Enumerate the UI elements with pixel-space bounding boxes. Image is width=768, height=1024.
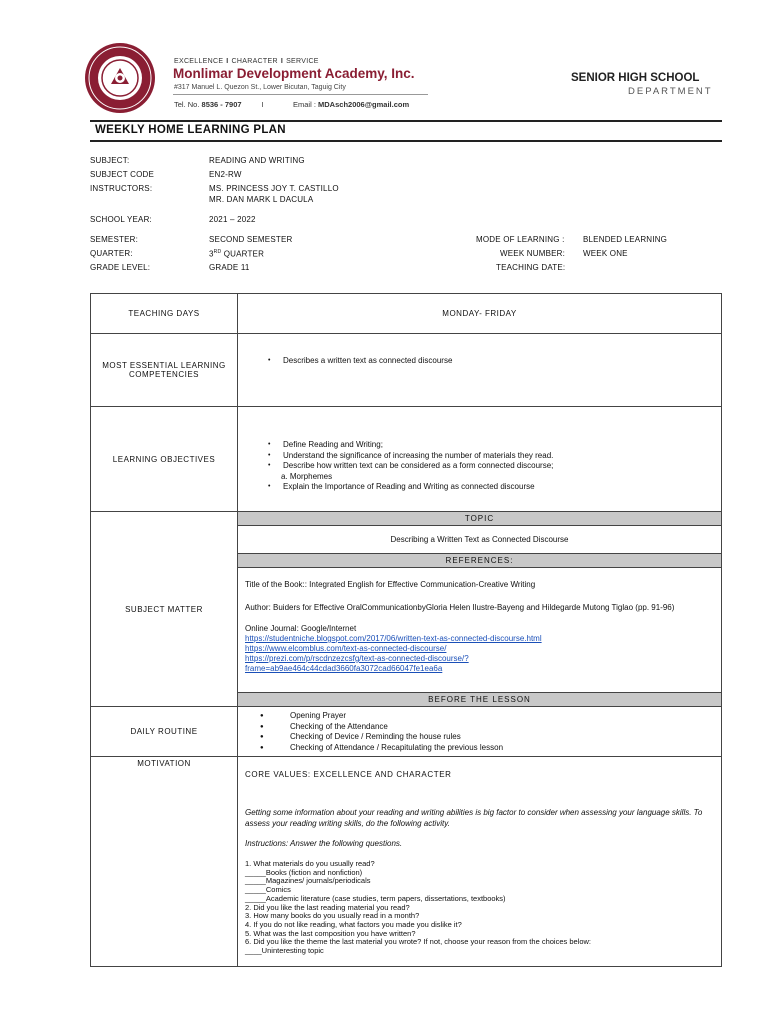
week-number-label: WEEK NUMBER:	[500, 249, 566, 258]
department-title: SENIOR HIGH SCHOOL	[571, 72, 700, 84]
motivation-instructions: Instructions: Answer the following questions.	[245, 839, 403, 848]
school-address: #317 Manuel L. Quezon St., Lower Bicutan, Taguig City	[174, 84, 346, 91]
list-item: _____Comics	[245, 885, 291, 895]
subject-value: READING AND WRITING	[209, 156, 305, 165]
list-item: ● Checking of Device / Reminding the house rules	[238, 732, 721, 743]
quarter-label: QUARTER:	[90, 249, 133, 258]
table-row	[91, 707, 722, 757]
semester-value: SECOND SEMESTER	[209, 235, 293, 244]
reference-link[interactable]: frame=ab9ae464c44cdad3660fa3072cad66047fe1ea6a	[245, 664, 443, 673]
table-row	[91, 294, 722, 334]
melc-list	[238, 356, 721, 367]
list-item: • Define Reading and Writing;	[238, 440, 721, 451]
list-item: ● Checking of Attendance / Recapitulating the previous lesson	[238, 743, 721, 754]
subject-label: SUBJECT:	[90, 156, 130, 165]
reference-online-journal: Online Journal: Google/Internet	[245, 624, 357, 633]
week-number-value: WEEK ONE	[583, 249, 628, 258]
mode-of-learning-value: BLENDED LEARNING	[583, 235, 668, 244]
title-rule-bottom	[90, 140, 722, 142]
before-lesson-header: BEFORE THE LESSON	[238, 693, 721, 706]
list-item: • Understand the significance of increasing the number of materials they read.	[238, 451, 721, 462]
instructor-1: MS. PRINCESS JOY T. CASTILLO	[209, 184, 339, 193]
reference-author: Author: Buiders for Effective OralCommunicationbyGloria Helen Ilustre-Bayeng and Hildegarde Mutong Tiglao (pp. 91-96)	[245, 603, 675, 612]
instructor-2: MR. DAN MARK L DACULA	[209, 195, 314, 204]
daily-routine-list	[238, 711, 721, 753]
list-item: ● Checking of the Attendance	[238, 722, 721, 733]
subject-code-label: SUBJECT CODE	[90, 170, 155, 179]
teaching-date-label: TEACHING DATE:	[496, 263, 566, 272]
list-item: 4. If you do not like reading, what factors you made you dislike it?	[245, 919, 462, 929]
grade-level-label: GRADE LEVEL:	[90, 263, 151, 272]
list-item: 5. What was the last composition you have written?	[245, 928, 416, 938]
title-rule-top	[90, 120, 722, 122]
department-subtitle: DEPARTMENT	[628, 86, 713, 97]
school-telephone: Tel. No. 8536 - 7907 I	[174, 100, 264, 109]
mode-of-learning-label: MODE OF LEARNING :	[476, 235, 565, 244]
table-row	[91, 407, 722, 512]
list-item: • Describes a written text as connected discourse	[238, 356, 721, 367]
subject-code-value: EN2-RW	[209, 170, 242, 179]
daily-routine-label: DAILY ROUTINE	[91, 707, 238, 757]
list-item: 6. Did you like the theme the last material you wrote? If not, choose your reason from the choices below:	[245, 937, 592, 947]
quarter-value: 3RD QUARTER	[209, 249, 265, 259]
motivation-label: MOTIVATION	[91, 757, 238, 967]
school-year-label: SCHOOL YEAR:	[90, 215, 152, 224]
table-row	[91, 334, 722, 407]
motivation-questions	[245, 860, 713, 956]
reference-link[interactable]: https://prezi.com/p/rscdnzezcsfg/text-as-connected-discourse/?	[245, 654, 469, 663]
teaching-days-label: TEACHING DAYS	[91, 294, 238, 334]
list-item: 3. How many books do you usually read in a month?	[245, 911, 420, 921]
list-item: 1. What materials do you usually read?	[245, 859, 375, 868]
document-title: WEEKLY HOME LEARNING PLAN	[95, 124, 286, 136]
topic-header: TOPIC	[238, 512, 721, 525]
school-year-value: 2021 – 2022	[209, 215, 256, 224]
reference-book-title: Title of the Book:: Integrated English for Effective Communication-Creative Writing	[245, 580, 536, 589]
list-item: ● Opening Prayer	[238, 711, 721, 722]
melc-label: MOST ESSENTIAL LEARNING COMPETENCIES	[91, 334, 238, 407]
list-item: ____Uninteresting topic	[245, 946, 324, 956]
teaching-days-value: MONDAY- FRIDAY	[238, 294, 722, 334]
school-tagline: EXCELLENCE I CHARACTER I SERVICE	[174, 58, 319, 65]
references-header: REFERENCES:	[238, 554, 721, 567]
header-divider	[173, 94, 428, 95]
reference-link[interactable]: https://www.elcomblus.com/text-as-connected-discourse/	[245, 644, 447, 653]
list-item: _____Books (fiction and nonfiction)	[245, 867, 363, 877]
table-row	[91, 757, 722, 967]
list-item: • Explain the Importance of Reading and Writing as connected discourse	[238, 482, 721, 493]
list-item: _____Academic literature (case studies, term papers, dissertations, textbooks)	[245, 893, 506, 903]
learning-plan-table	[90, 293, 722, 967]
list-item: • Describe how written text can be considered as a form connected discourse; a. Morphemes	[238, 461, 721, 482]
school-logo	[84, 42, 156, 114]
list-item: _____Magazines/ journals/periodicals	[245, 876, 371, 886]
instructors-label: INSTRUCTORS:	[90, 184, 153, 193]
semester-label: SEMESTER:	[90, 235, 139, 244]
reference-link[interactable]: https://studentniche.blogspot.com/2017/06/written-text-as-connected-discourse.html	[245, 634, 542, 643]
objectives-list	[238, 440, 721, 493]
school-name: Monlimar Development Academy, Inc.	[173, 66, 415, 81]
subject-matter-label: SUBJECT MATTER	[91, 512, 238, 707]
topic-value: Describing a Written Text as Connected Discourse	[238, 526, 722, 554]
grade-level-value: GRADE 11	[209, 263, 250, 272]
motivation-intro: Getting some information about your reading and writing abilities is big factor to consider when assessing your language skills. To assess your reading writing skills, do the following activity.	[245, 808, 703, 828]
table-row	[91, 512, 722, 526]
school-email: Email : MDAsch2006@gmail.com	[293, 100, 410, 109]
learning-objectives-label: LEARNING OBJECTIVES	[91, 407, 238, 512]
core-values: CORE VALUES: EXCELLENCE AND CHARACTER	[245, 770, 452, 779]
list-item: 2. Did you like the last reading material you read?	[245, 902, 410, 912]
